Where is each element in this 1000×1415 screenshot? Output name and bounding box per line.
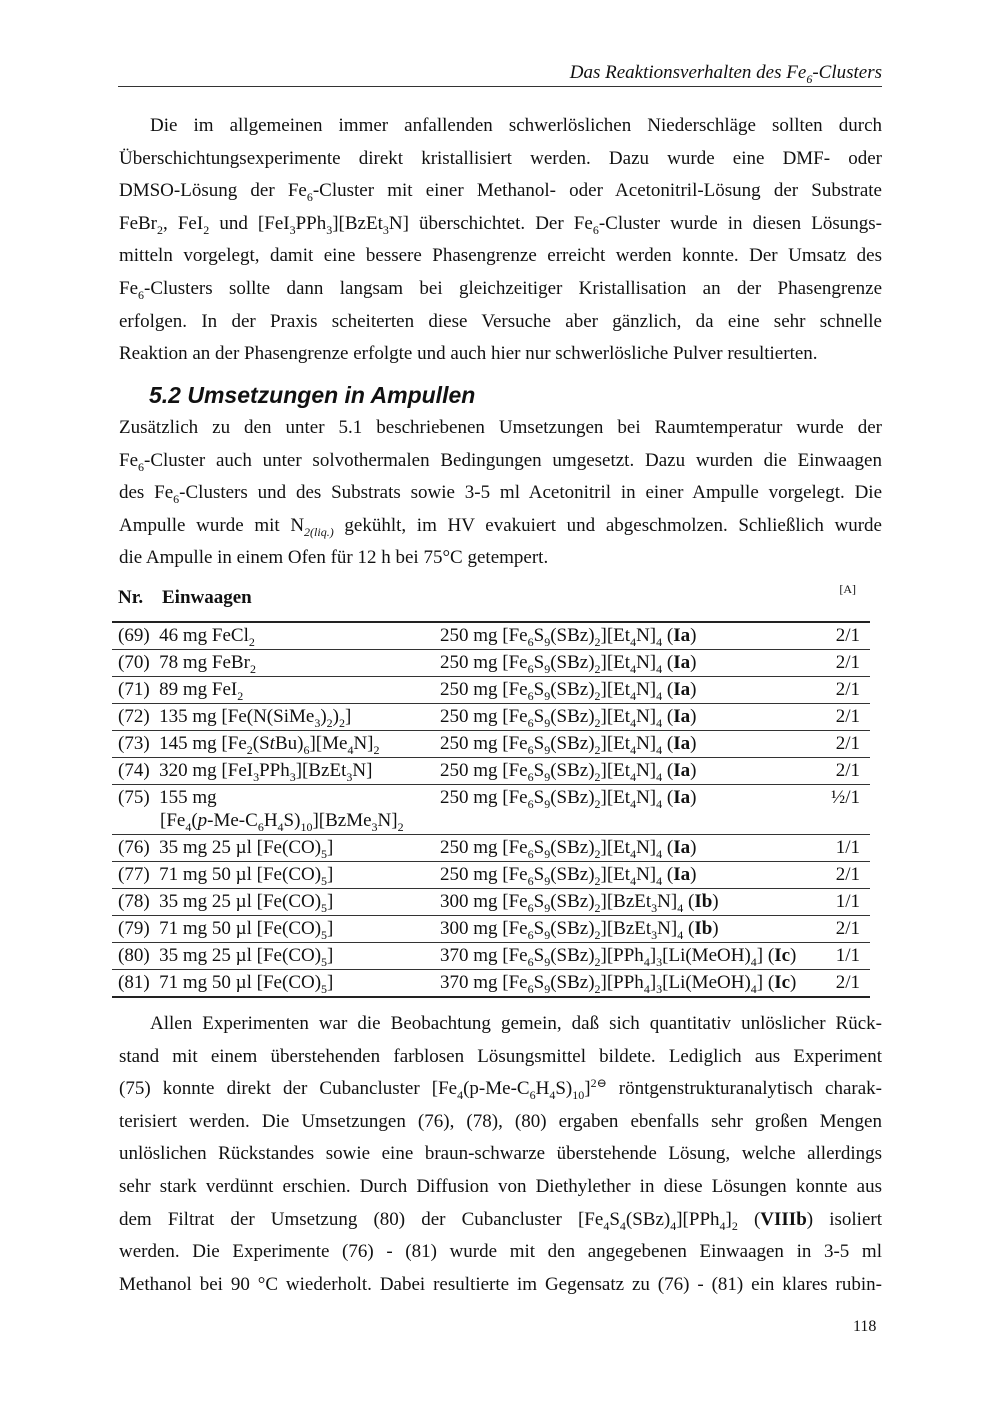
table-row: (78) 35 mg 25 µl $[Fe(CO)_5]$ 300 mg $[Fe_6S_9(SBz)_2][BzEt_3N]_4$ (Ib) 1/1 bbox=[112, 889, 870, 916]
table-row: (80) 35 mg 25 µl $[Fe(CO)_5]$ 370 mg $[Fe_6S_9(SBz)_2][PPh_4]_3[Li(MeOH)_4]$ (Ic) 1/1 bbox=[112, 943, 870, 970]
paragraph-2: Zusätzlich zu den unter 5.1 beschriebenen Umsetzungen bei Raumtemperatur wurde der $Fe_6$-Cluster auch unter solvothermalen Bedingungen umgesetzt. Dazu wurden die Einwaagen des $Fe_6$-Clusters und des Substrats sowie 3-5 ml Acetonitril in einer Ampulle vorgelegt. Die Ampulle wurde mit $N_{2(liq.)}$ gekühlt, im HV evakuiert und abgeschmolzen. Schließlich wurde die Ampulle in einem Ofen für 12 h bei 75°C getempert. bbox=[119, 417, 883, 569]
table-row: (76) 35 mg 25 µl $[Fe(CO)_5]$ 250 mg $[Fe_6S_9(SBz)_2][Et_4N]_4$ (Ia) 1/1 bbox=[112, 835, 870, 862]
table-row: (75) 155 mg $[Fe_4(p-Me-C_6H_4S)_{10}][BzMe_3N]_2$ 250 mg $[Fe_6S_9(SBz)_2][Et_4N]_4$ (Ia) ½/1 bbox=[112, 785, 870, 835]
table-row: (71) 89 mg FeI$_2$ 250 mg $[Fe_6S_9(SBz)_2][Et_4N]_4$ (Ia) 2/1 bbox=[112, 677, 870, 704]
col-einwaagen: Einwaagen bbox=[162, 587, 252, 608]
table-row: (73) 145 mg $[Fe_2(StBu)_6][Me_4N]_2$ 250 mg $[Fe_6S_9(SBz)_2][Et_4N]_4$ (Ia) 2/1 bbox=[112, 731, 870, 758]
table-row: (72) 135 mg $[Fe(N(SiMe_3)_2)_2]$ 250 mg $[Fe_6S_9(SBz)_2][Et_4N]_4$ (Ia) 2/1 bbox=[112, 704, 870, 731]
page-number: 118 bbox=[853, 1318, 877, 1335]
col-a: [A] bbox=[839, 582, 856, 596]
section-heading: 5.2 Umsetzungen in Ampullen bbox=[149, 382, 476, 408]
paragraph-3: Allen Experimenten war die Beobachtung gemein, daß sich quantitativ unlöslicher Rück- stand mit einem überstehenden farblosen Lösungsmittel bildete. Lediglich aus Experiment (75) konnte direkt der Cubancluster $[Fe_4(p-Me-C_6H_4S)_{10}]^{2⊖}$ röntgenstrukturanalytisch charak- terisiert werden. Die Umsetzungen (76), (78), (80) ergaben ebenfalls sehr großen Mengen unlöslichen Rückstandes sowie eine braun-schwarze überstehende Lösung, welche allerdings sehr stark verdünnt erschien. Durch Diffusion von Diethylether in diese Lösungen konnte aus dem Filtrat der Umsetzung (80) der Cubancluster $[Fe_4S_4(SBz)_4][PPh_4]_2$ (VIIIb) isoliert werden. Die Experimente (76) - (81) wurde mit den angegebenen Einwaagen in 3-5 ml Methanol bei 90 °C wiederholt. Dabei resultierte im Gegensatz zu (76) - (81) ein klares rubin- bbox=[119, 1013, 882, 1295]
experiments-table bbox=[112, 621, 870, 998]
paragraph-1: Die im allgemeinen immer anfallenden schwerlöslichen Niederschläge sollten durch Überschichtungsexperimente direkt kristallisiert werden. Dazu wurde eine DMF- oder DMSO-Lösung der $Fe_6$-Cluster mit einer Methanol- oder Acetonitril-Lösung der Substrate FeBr$_2$, FeI$_2$ und [FeI$_3$PPh$_3$][BzEt$_3$N] überschichtet. Der $Fe_6$-Cluster wurde in diesen Lösungs- mitteln vorgelegt, damit eine bessere Phasengrenze erreicht werden konnte. Der Umsatz des $Fe_6$-Clusters sollte dann langsam bei gleichzeitiger Kristallisation an der Phasengrenze erfolgen. In der Praxis scheiterten diese Versuche aber gänzlich, da eine sehr schnelle Reaktion an der Phasengrenze erfolgte und auch hier nur schwerlösliche Pulver resultierten. bbox=[119, 115, 883, 365]
running-header: Das Reaktionsverhalten des $Fe_6$-Clusters bbox=[118, 60, 882, 87]
table-row: (70) 78 mg FeBr$_2$ 250 mg $[Fe_6S_9(SBz)_2][Et_4N]_4$ (Ia) 2/1 bbox=[112, 650, 870, 677]
col-nr: Nr. bbox=[118, 587, 144, 608]
table-row: (79) 71 mg 50 µl $[Fe(CO)_5]$ 300 mg $[Fe_6S_9(SBz)_2][BzEt_3N]_4$ (Ib) 2/1 bbox=[112, 916, 870, 943]
table-header bbox=[118, 582, 870, 621]
table-row: (74) 320 mg [FeI$_3$PPh$_3$][BzEt$_3$N] 250 mg $[Fe_6S_9(SBz)_2][Et_4N]_4$ (Ia) 2/1 bbox=[112, 758, 870, 785]
table-row: (77) 71 mg 50 µl $[Fe(CO)_5]$ 250 mg $[Fe_6S_9(SBz)_2][Et_4N]_4$ (Ia) 2/1 bbox=[112, 862, 870, 889]
table-row: (81) 71 mg 50 µl $[Fe(CO)_5]$ 370 mg $[Fe_6S_9(SBz)_2][PPh_4]_3[Li(MeOH)_4]$ (Ic) 2/1 bbox=[112, 970, 870, 998]
table-row: (69) 46 mg FeCl$_2$ 250 mg $[Fe_6S_9(SBz)_2][Et_4N]_4$ (Ia) 2/1 bbox=[112, 622, 870, 650]
